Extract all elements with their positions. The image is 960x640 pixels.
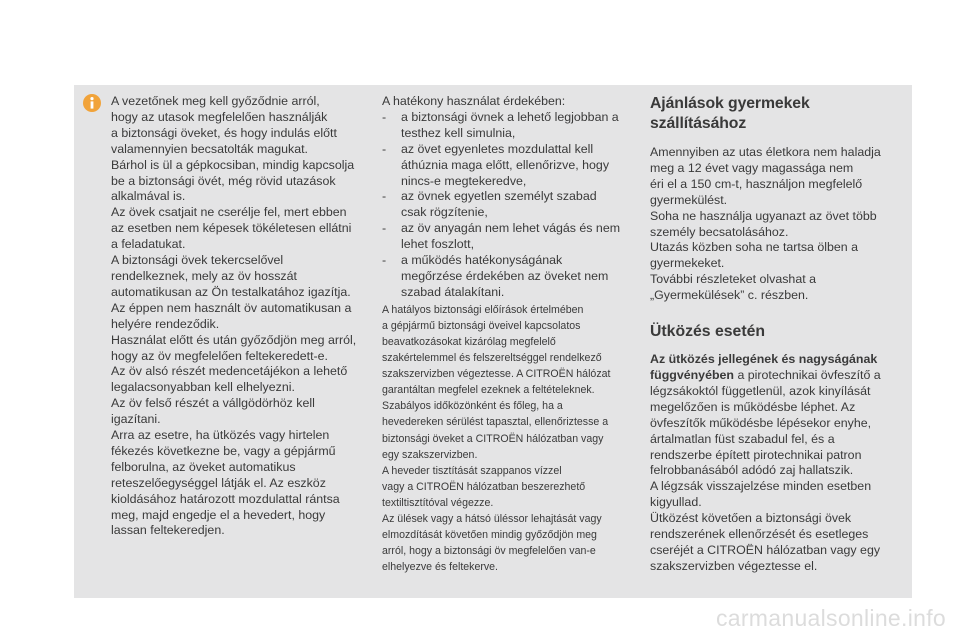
maintenance-notice <box>382 302 640 576</box>
crash-heading: Ütközés esetén <box>650 323 766 341</box>
bullet-line: az övnek egyetlen személyt szabad <box>401 189 597 204</box>
info-icon <box>83 94 101 112</box>
text-line: helyére rendeződik. <box>111 316 220 331</box>
text-line: A légzsák visszajelzése minden esetben <box>650 479 872 494</box>
bullet-line: az öv anyagán nem lehet vágás és nem <box>401 221 621 236</box>
crash-first-line: függvényében a pirotechnikai övfeszítő a <box>650 367 881 382</box>
text-line: személy becsatolásához. <box>650 224 789 239</box>
bullet-line: szabad átalakítani. <box>401 284 505 299</box>
text-line: Arra az esetre, ha ütközés vagy hirtelen <box>111 428 330 443</box>
text-line: Amennyiben az utas életkora nem haladja <box>650 145 881 159</box>
text-line: gyermekülést. <box>650 192 728 207</box>
crash-section-text <box>650 352 910 575</box>
usage-intro: A hatékony használat érdekében: <box>382 94 566 108</box>
text-line: alkalmával is. <box>111 189 186 204</box>
text-line: Az övek csatjait ne cserélje fel, mert ebben <box>111 205 347 220</box>
text-line: Utazás közben soha ne tartsa ölben a <box>650 240 859 255</box>
bullet-item <box>382 189 640 221</box>
text-line: A vezetőnek meg kell győződnie arról, <box>111 94 320 108</box>
text-line: be a biztonsági övét, még rövid utazások <box>111 173 336 188</box>
text-line: meg, majd engedje el a hevedert, hogy <box>111 507 326 522</box>
bullet-dash: - <box>382 189 387 204</box>
text-line: További részleteket olvashat a <box>650 272 816 287</box>
usage-bullet-list <box>382 110 640 301</box>
text-line: A biztonsági övek tekercselővel <box>111 253 284 268</box>
text-line: Ütközést követően a biztonsági övek <box>650 511 852 526</box>
text-line: ártalmatlan füst szabadul fel, és a <box>650 431 835 446</box>
text-line: fékezés következne be, vagy a gépjármű <box>111 443 336 458</box>
seatbelt-general-column <box>111 94 373 539</box>
bullet-item <box>382 110 640 142</box>
text-line: a feladatukat. <box>111 237 186 252</box>
text-line: reteszelőegységgel látják el. Az eszköz <box>111 475 326 490</box>
text-line: a biztonsági öveket, és hogy indulás előtt <box>111 125 337 140</box>
bullet-line: az övet egyenletes mozdulattal kell <box>401 141 594 156</box>
text-line: textiltisztítóval végezze. <box>382 496 494 509</box>
text-line: biztonsági öveket a CITROËN hálózatban vagy <box>382 432 604 445</box>
text-line: vagy a CITROËN hálózatban beszerezhető <box>382 480 586 493</box>
text-line: rendelkeznek, mely az öv hosszát <box>111 268 297 283</box>
text-line: cseréjét a CITROËN hálózatban vagy egy <box>650 542 881 557</box>
text-line: légzsákoktól függetlenül, azok kinyílását <box>650 383 871 398</box>
text-line: igazítani. <box>111 412 161 427</box>
text-line: rendszerbe épített pirotechnikai patron <box>650 447 862 462</box>
text-line: beavatkozásokat kizárólag megfelelő <box>382 335 556 348</box>
text-line: elmozdítását követően mindig győződjön meg <box>382 529 597 542</box>
text-line: legalacsonyabban kell elhelyezni. <box>111 380 295 395</box>
text-line: Az öv felső részét a vállgödörhöz kell <box>111 396 315 411</box>
watermark: carmanualsonline.info <box>715 605 946 631</box>
bullet-line: nincs-e megtekeredve, <box>401 173 527 188</box>
text-line: Használat előtt és után győződjön meg arról, <box>111 332 357 347</box>
bullet-line: a működés hatékonyságának <box>401 253 563 268</box>
text-line: hogy az utasok megfelelően használják <box>111 109 328 124</box>
text-line: A hatályos biztonsági előírások értelmében <box>382 303 584 316</box>
text-line: valamennyien becsatolták magukat. <box>111 141 308 156</box>
text-line: a gépjármű biztonsági öveivel kapcsolatos <box>382 319 581 332</box>
text-line: övfeszítők működésbe lépésekor enyhe, <box>650 415 872 430</box>
bullet-dash: - <box>382 253 387 268</box>
bullet-dash: - <box>382 141 387 156</box>
text-line: egy szakszervizben. <box>382 448 478 461</box>
text-line: felrobbanásából adódó zaj hallatszik. <box>650 463 854 478</box>
text-line: kioldásához határozott mozdulattal rántsa <box>111 491 340 506</box>
text-line: meg a 12 évet vagy magassága nem <box>650 160 854 175</box>
bullet-line: áthúznia maga előtt, ellenőrizve, hogy <box>401 157 610 172</box>
text-line: arról, hogy a biztonsági öv megfelelően van-e <box>382 545 596 558</box>
bullet-line: a biztonsági övnek a lehető legjobban a <box>401 109 619 124</box>
bullet-text <box>401 253 640 301</box>
text-line: Az öv alsó részét medencetájékon a lehető <box>111 364 348 379</box>
text-line: automatikusan az Ön testalkatához igazítja. <box>111 284 351 299</box>
bullet-item <box>382 221 640 253</box>
text-line: szakszervizben végeztesse el. <box>650 558 818 573</box>
text-line: garantáltan megfelel ezeknek a feltételeknek. <box>382 384 595 397</box>
text-line: A heveder tisztítását szappanos vízzel <box>382 464 562 477</box>
bullet-dash: - <box>382 109 387 124</box>
text-line: éri el a 150 cm-t, használjon megfelelő <box>650 176 863 191</box>
text-line: szakértelemmel és felszereltséggel rendelkező <box>382 352 602 365</box>
crash-bold-line: Az ütközés jellegének és nagyságának <box>650 352 878 367</box>
text-line: kigyullad. <box>650 495 702 510</box>
text-line: „Gyermekülések” c. részben. <box>650 288 809 303</box>
text-line: szakszervizben végeztesse. A CITROËN hálózat <box>382 368 611 381</box>
bullet-item <box>382 253 640 301</box>
children-and-crash-column <box>650 94 910 575</box>
bullet-text <box>401 110 640 142</box>
text-line: hevedereken sérülést tapasztal, ellenőriztesse a <box>382 416 609 429</box>
text-line: rendszerének ellenőrzését és esetleges <box>650 527 869 542</box>
children-heading: Ajánlások gyermekek szállításához <box>650 95 810 132</box>
text-line: lassan feltekeredjen. <box>111 523 225 538</box>
bullet-text <box>401 189 640 221</box>
seatbelt-usage-column <box>382 94 640 575</box>
bullet-text <box>401 142 640 190</box>
text-line: felborulna, az öveket automatikus <box>111 459 296 474</box>
text-line: az esetben nem képesek tökéletesen ellátni <box>111 221 352 236</box>
text-line: elhelyezve és feltekerve. <box>382 561 499 574</box>
bullet-line: lehet foszlott, <box>401 237 475 252</box>
bullet-dash: - <box>382 221 387 236</box>
children-section-text <box>650 145 910 304</box>
text-line: gyermekeket. <box>650 256 725 271</box>
text-line: Szabályos időközönként és főleg, ha a <box>382 400 563 413</box>
text-line: Soha ne használja ugyanazt az övet több <box>650 208 877 223</box>
text-line: Az éppen nem használt öv automatikusan a <box>111 300 352 315</box>
text-line: Az ülések vagy a hátsó üléssor lehajtását vagy <box>382 513 602 525</box>
bullet-line: testhez kell simulnia, <box>401 125 516 140</box>
bullet-text <box>401 221 640 253</box>
bullet-item <box>382 142 640 190</box>
bullet-line: csak rögzítenie, <box>401 205 488 220</box>
bullet-line: megőrzése érdekében az öveket nem <box>401 268 609 283</box>
text-line: hogy az öv megfelelően feltekeredett-e. <box>111 348 328 363</box>
text-line: megelőzően is működésbe léphet. Az <box>650 399 856 414</box>
text-line: Bárhol is ül a gépkocsiban, mindig kapcsolja <box>111 157 355 172</box>
